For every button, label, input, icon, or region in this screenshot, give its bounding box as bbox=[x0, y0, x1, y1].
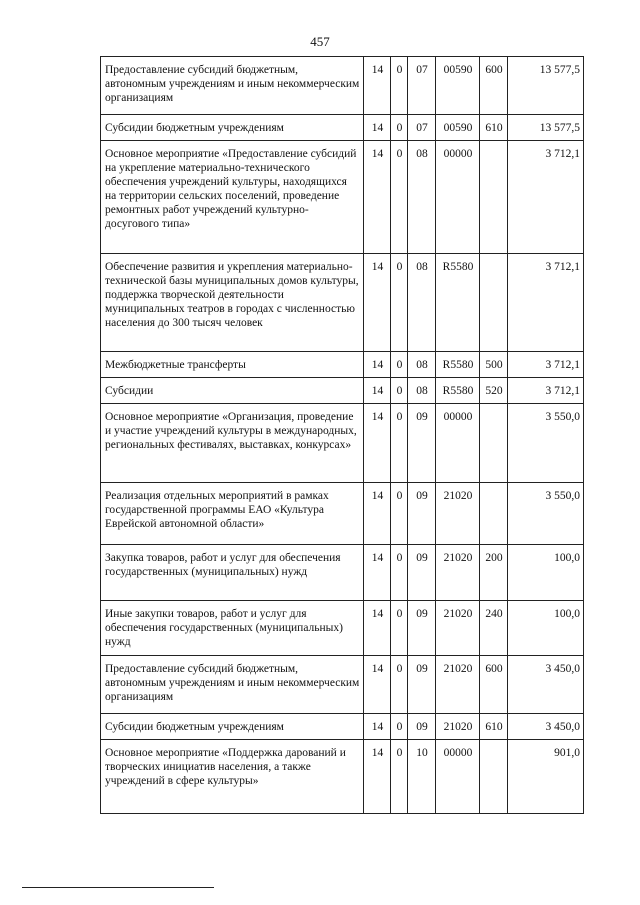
row-name: Реализация отдельных мероприятий в рамках государственной программы ЕАО «Культура Еврейской автономной области» bbox=[101, 483, 364, 545]
amount: 3 550,0 bbox=[508, 483, 584, 545]
row-name: Субсидии bbox=[101, 378, 364, 404]
amount: 13 577,5 bbox=[508, 115, 584, 141]
row-name: Закупка товаров, работ и услуг для обеспечения государственных (муниципальных) нужд bbox=[101, 545, 364, 601]
code-section: 14 bbox=[364, 404, 391, 483]
code-section: 14 bbox=[364, 378, 391, 404]
amount: 100,0 bbox=[508, 545, 584, 601]
table-row bbox=[101, 404, 584, 483]
code-program: 08 bbox=[408, 352, 436, 378]
expense-type bbox=[480, 483, 508, 545]
code-item: 21020 bbox=[436, 601, 480, 656]
code-subsection: 0 bbox=[391, 740, 408, 814]
expense-type bbox=[480, 404, 508, 483]
code-section: 14 bbox=[364, 714, 391, 740]
table-row bbox=[101, 254, 584, 352]
code-item: 00000 bbox=[436, 141, 480, 254]
code-subsection: 0 bbox=[391, 404, 408, 483]
expense-type: 610 bbox=[480, 115, 508, 141]
code-section: 14 bbox=[364, 656, 391, 714]
code-section: 14 bbox=[364, 601, 391, 656]
code-item: R5580 bbox=[436, 378, 480, 404]
row-name: Основное мероприятие «Организация, проведение и участие учреждений культуры в международных, региональных фестивалях, выставках, конкурсах» bbox=[101, 404, 364, 483]
amount: 3 550,0 bbox=[508, 404, 584, 483]
table-row bbox=[101, 740, 584, 814]
code-section: 14 bbox=[364, 483, 391, 545]
code-section: 14 bbox=[364, 352, 391, 378]
code-subsection: 0 bbox=[391, 115, 408, 141]
table-row bbox=[101, 601, 584, 656]
code-program: 09 bbox=[408, 404, 436, 483]
code-item: 21020 bbox=[436, 483, 480, 545]
expense-type: 520 bbox=[480, 378, 508, 404]
code-section: 14 bbox=[364, 254, 391, 352]
table-row bbox=[101, 545, 584, 601]
table-row bbox=[101, 714, 584, 740]
row-name: Основное мероприятие «Поддержка дарований и творческих инициатив населения, а также учреждений в сфере культуры» bbox=[101, 740, 364, 814]
expense-type: 600 bbox=[480, 656, 508, 714]
table-row bbox=[101, 352, 584, 378]
code-subsection: 0 bbox=[391, 601, 408, 656]
code-program: 07 bbox=[408, 115, 436, 141]
code-section: 14 bbox=[364, 740, 391, 814]
code-item: 00590 bbox=[436, 57, 480, 115]
code-item: R5580 bbox=[436, 352, 480, 378]
code-subsection: 0 bbox=[391, 656, 408, 714]
code-section: 14 bbox=[364, 141, 391, 254]
code-program: 09 bbox=[408, 483, 436, 545]
code-subsection: 0 bbox=[391, 141, 408, 254]
expense-type: 500 bbox=[480, 352, 508, 378]
code-subsection: 0 bbox=[391, 254, 408, 352]
code-section: 14 bbox=[364, 115, 391, 141]
expense-type: 240 bbox=[480, 601, 508, 656]
table-row bbox=[101, 483, 584, 545]
row-name: Предоставление субсидий бюджетным, автономным учреждениям и иным некоммерческим организациям bbox=[101, 57, 364, 115]
code-program: 09 bbox=[408, 601, 436, 656]
code-section: 14 bbox=[364, 545, 391, 601]
row-name: Межбюджетные трансферты bbox=[101, 352, 364, 378]
row-name: Предоставление субсидий бюджетным, автономным учреждениям и иным некоммерческим организациям bbox=[101, 656, 364, 714]
code-item: 21020 bbox=[436, 545, 480, 601]
row-name: Обеспечение развития и укрепления материально-технической базы муниципальных домов культуры, поддержка творческой деятельности муниципальных театров в городах с численностью населения до 300 тысяч человек bbox=[101, 254, 364, 352]
expense-type: 610 bbox=[480, 714, 508, 740]
code-item: 21020 bbox=[436, 714, 480, 740]
budget-table bbox=[100, 56, 584, 814]
code-program: 08 bbox=[408, 141, 436, 254]
expense-type bbox=[480, 141, 508, 254]
code-subsection: 0 bbox=[391, 378, 408, 404]
amount: 901,0 bbox=[508, 740, 584, 814]
code-item: 00590 bbox=[436, 115, 480, 141]
code-subsection: 0 bbox=[391, 57, 408, 115]
amount: 3 450,0 bbox=[508, 714, 584, 740]
amount: 3 712,1 bbox=[508, 141, 584, 254]
row-name: Иные закупки товаров, работ и услуг для обеспечения государственных (муниципальных) нужд bbox=[101, 601, 364, 656]
code-item: R5580 bbox=[436, 254, 480, 352]
code-item: 00000 bbox=[436, 740, 480, 814]
amount: 3 450,0 bbox=[508, 656, 584, 714]
expense-type bbox=[480, 254, 508, 352]
code-program: 08 bbox=[408, 378, 436, 404]
page-number: 457 bbox=[310, 34, 330, 49]
amount: 100,0 bbox=[508, 601, 584, 656]
code-item: 00000 bbox=[436, 404, 480, 483]
code-subsection: 0 bbox=[391, 545, 408, 601]
code-program: 09 bbox=[408, 656, 436, 714]
code-section: 14 bbox=[364, 57, 391, 115]
table-row bbox=[101, 141, 584, 254]
amount: 3 712,1 bbox=[508, 352, 584, 378]
table-row bbox=[101, 57, 584, 115]
amount: 3 712,1 bbox=[508, 254, 584, 352]
table-row bbox=[101, 378, 584, 404]
code-subsection: 0 bbox=[391, 352, 408, 378]
expense-type: 200 bbox=[480, 545, 508, 601]
code-program: 10 bbox=[408, 740, 436, 814]
code-program: 08 bbox=[408, 254, 436, 352]
code-program: 07 bbox=[408, 57, 436, 115]
row-name: Основное мероприятие «Предоставление субсидий на укрепление материально-технического обеспечения учреждений культуры, находящихся на территории сельских поселений, проведение ремонтных работ учреждений культурно-досугового типа» bbox=[101, 141, 364, 254]
code-subsection: 0 bbox=[391, 483, 408, 545]
amount: 3 712,1 bbox=[508, 378, 584, 404]
code-subsection: 0 bbox=[391, 714, 408, 740]
footnote-rule bbox=[22, 887, 214, 888]
row-name: Субсидии бюджетным учреждениям bbox=[101, 714, 364, 740]
code-item: 21020 bbox=[436, 656, 480, 714]
code-program: 09 bbox=[408, 545, 436, 601]
code-program: 09 bbox=[408, 714, 436, 740]
expense-type bbox=[480, 740, 508, 814]
row-name: Субсидии бюджетным учреждениям bbox=[101, 115, 364, 141]
expense-type: 600 bbox=[480, 57, 508, 115]
table-row bbox=[101, 115, 584, 141]
amount: 13 577,5 bbox=[508, 57, 584, 115]
table-row bbox=[101, 656, 584, 714]
